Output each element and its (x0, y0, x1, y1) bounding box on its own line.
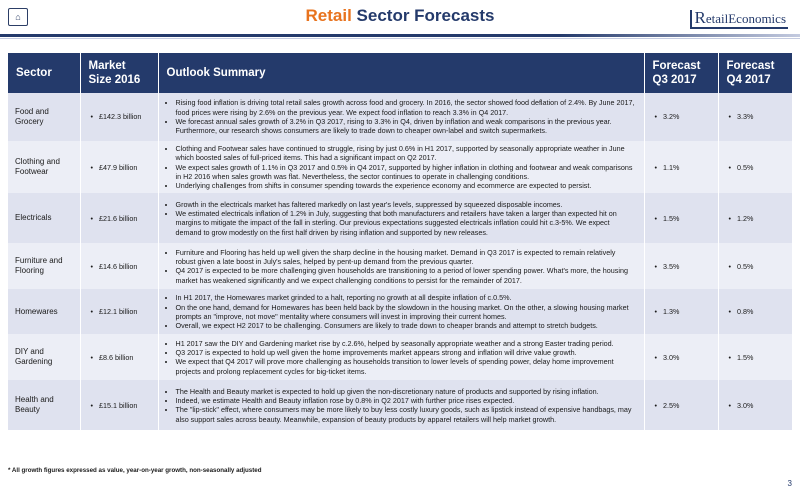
forecast-q4-value: 0.5% (737, 162, 754, 172)
table-row (8, 243, 792, 289)
table-row (8, 93, 792, 141)
col-header-market-size: Market Size 2016 (80, 53, 158, 93)
forecast-q4-value: 1.5% (737, 352, 754, 362)
sector-name: Homewares (8, 289, 80, 334)
table-header-row (8, 53, 792, 93)
forecast-q4-cell: • 0.5% (718, 243, 792, 289)
forecast-q4-value: 0.8% (737, 307, 754, 317)
market-size-cell: • £142.3 billion (80, 93, 158, 141)
forecast-q3-cell: • 3.0% (644, 334, 718, 380)
outlook-bullet: • H1 2017 saw the DIY and Gardening market rise by c.2.6%, helped by seasonally appropriate weather and a strong Easter trading period. (176, 339, 637, 348)
outlook-bullet: • Underlying challenges from shifts in consumer spending towards the experience economy and ecommerce are expected to persist. (176, 181, 637, 190)
col-header-outlook: Outlook Summary (158, 53, 644, 93)
outlook-summary (158, 243, 644, 289)
outlook-bullet: • Q3 2017 is expected to hold up well given the home improvements market appears strong and inflation will drive value growth. (176, 348, 637, 357)
outlook-summary (158, 289, 644, 334)
sector-name: Food and Grocery (8, 93, 80, 141)
forecast-q4-cell: • 1.5% (718, 334, 792, 380)
outlook-bullet: • In H1 2017, the Homewares market grinded to a halt, reporting no growth at all despite inflation of c.0.5%. (176, 293, 637, 302)
outlook-bullet: • We forecast annual sales growth of 3.2% in Q3 2017, rising to 3.3% in Q4, driven by inflation and weak comparisons in the previous year. Furthermore, our research shows consumers are likely to trade down to cheaper own-label and switch supermarkets. (176, 117, 637, 136)
outlook-bullet: • Indeed, we estimate Health and Beauty inflation rose by 0.8% in Q2 2017 with further price rises expected. (176, 396, 637, 405)
table-row (8, 380, 792, 430)
forecast-q4-value: 3.0% (737, 400, 754, 410)
outlook-summary (158, 141, 644, 193)
table-row (8, 141, 792, 193)
outlook-bullet: • The Health and Beauty market is expected to hold up given the non-discretionary nature of products and supported by rising inflation. (176, 387, 637, 396)
outlook-bullet: • Rising food inflation is driving total retail sales growth across food and grocery. In 2016, the sector showed food deflation of 2.4%. By June 2017, food prices were rising by 2.6% on the previous year. We expect food inflation to reach 3.3% in Q4 2017. (176, 98, 637, 117)
outlook-summary (158, 193, 644, 243)
page-title (0, 6, 800, 26)
sector-forecast-table (8, 53, 793, 430)
col-header-q3: Forecast Q3 2017 (644, 53, 718, 93)
forecast-q3-cell: • 1.5% (644, 193, 718, 243)
forecast-q4-value: 0.5% (737, 261, 754, 271)
outlook-summary (158, 380, 644, 430)
market-size-cell: • £12.1 billion (80, 289, 158, 334)
sector-name: Health and Beauty (8, 380, 80, 430)
forecast-q3-cell: • 3.2% (644, 93, 718, 141)
outlook-bullet: • Clothing and Footwear sales have continued to struggle, rising by just 0.6% in H1 2017, supported by seasonally appropriate weather in June which boosted sales of full-priced items. This had a significant impact on Q2 2017. (176, 144, 637, 163)
forecast-q3-cell: • 3.5% (644, 243, 718, 289)
forecast-q4-cell: • 0.8% (718, 289, 792, 334)
market-size-cell: • £21.6 billion (80, 193, 158, 243)
market-size-value: £8.6 billion (99, 352, 134, 362)
outlook-bullet: • Growth in the electricals market has faltered markedly on last year's levels, suppressed by squeezed disposable incomes. (176, 200, 637, 209)
col-header-q4: Forecast Q4 2017 (718, 53, 792, 93)
market-size-cell: • £47.9 billion (80, 141, 158, 193)
footnote: * All growth figures expressed as value, year-on-year growth, non-seasonally adjusted (8, 467, 262, 474)
forecast-q3-value: 1.3% (663, 307, 680, 317)
forecast-q3-cell: • 1.3% (644, 289, 718, 334)
header-divider-thin (0, 38, 800, 39)
brand-logo (690, 10, 788, 29)
brand-logo-initial: R (694, 8, 706, 27)
sector-name: DIY and Gardening (8, 334, 80, 380)
forecast-q3-value: 1.5% (663, 213, 680, 223)
forecast-q3-value: 2.5% (663, 400, 680, 410)
forecast-q4-cell: • 1.2% (718, 193, 792, 243)
table-row (8, 193, 792, 243)
outlook-bullet: • We expect sales growth of 1.1% in Q3 2017 and 0.5% in Q4 2017, supported by higher inflation in clothing and footwear and weak comparisons in H2 2016 when sales growth was flat. Nevertheless, the sector continues to operate in challenging conditions. (176, 163, 637, 182)
outlook-bullet: • Furniture and Flooring has held up well given the sharp decline in the housing market. Demand in Q3 2017 is expected to remain relatively robust given a late boost in July's sales, helped by pent-up demand from the previous quarter. (176, 248, 637, 267)
outlook-bullet: • Overall, we expect H2 2017 to be challenging. Consumers are likely to trade down to cheaper brands and attempt to stretch budgets. (176, 321, 637, 330)
outlook-bullet: • On the one hand, demand for Homewares has been held back by the slowdown in the housing market. On the other, a slowing housing market prompts an "improve, not move" mentality where consumers will invest in improving their current homes. (176, 303, 637, 322)
brand-logo-text: etailEconomics (705, 11, 786, 26)
home-icon: ⌂ (8, 8, 28, 26)
forecast-q3-value: 3.5% (663, 261, 680, 271)
outlook-bullet: • The "lip-stick" effect, where consumers may be more likely to buy less costly luxury goods, such as lipstick instead of expensive handbags, may also support sales across beauty. Meanwhile, expansion of beauty products by apparel retailers will help market growth. (176, 405, 637, 424)
forecast-q4-cell: • 0.5% (718, 141, 792, 193)
market-size-value: £14.6 billion (99, 261, 138, 271)
sector-name: Furniture and Flooring (8, 243, 80, 289)
market-size-value: £12.1 billion (99, 307, 138, 317)
market-size-cell: • £15.1 billion (80, 380, 158, 430)
market-size-value: £142.3 billion (99, 112, 142, 122)
forecast-q4-value: 3.3% (737, 112, 754, 122)
title-word-retail: Retail (305, 6, 352, 25)
header-divider (0, 34, 800, 37)
page-number: 3 (787, 479, 792, 488)
outlook-bullet: • We expect that Q4 2017 will prove more challenging as households transition to lower levels of spending power, delay home improvement projects and prolong replacement cycles for big-ticket items. (176, 357, 637, 376)
outlook-summary (158, 334, 644, 380)
sector-name: Electricals (8, 193, 80, 243)
forecast-q3-cell: • 2.5% (644, 380, 718, 430)
forecast-q3-cell: • 1.1% (644, 141, 718, 193)
col-header-sector: Sector (8, 53, 80, 93)
forecast-q4-cell: • 3.3% (718, 93, 792, 141)
market-size-value: £15.1 billion (99, 400, 138, 410)
forecast-q3-value: 3.0% (663, 352, 680, 362)
forecast-q4-value: 1.2% (737, 213, 754, 223)
table-row (8, 289, 792, 334)
outlook-bullet: • We estimated electricals inflation of 1.2% in July, suggesting that both manufacturers and retailers have taken a larger than expected hit on margins to mitigate the impact of the fall in sterling. Our previous expectations suggested electricals inflation could hit c.3-5%. We expect demand to grow modestly on the first half driven by rising inflation and supported by new releases. (176, 209, 637, 237)
title-word-rest: Sector Forecasts (356, 6, 495, 25)
forecast-q3-value: 1.1% (663, 162, 680, 172)
market-size-cell: • £8.6 billion (80, 334, 158, 380)
market-size-value: £21.6 billion (99, 213, 138, 223)
market-size-cell: • £14.6 billion (80, 243, 158, 289)
outlook-bullet: • Q4 2017 is expected to be more challenging given households are transitioning to a period of lower spending power. What's more, the housing market has weakened significantly and we expect challenging conditions to persist for the remainder of 2017. (176, 266, 637, 285)
market-size-value: £47.9 billion (99, 162, 138, 172)
forecast-q3-value: 3.2% (663, 112, 680, 122)
table-row (8, 334, 792, 380)
sector-name: Clothing and Footwear (8, 141, 80, 193)
forecast-q4-cell: • 3.0% (718, 380, 792, 430)
outlook-summary (158, 93, 644, 141)
